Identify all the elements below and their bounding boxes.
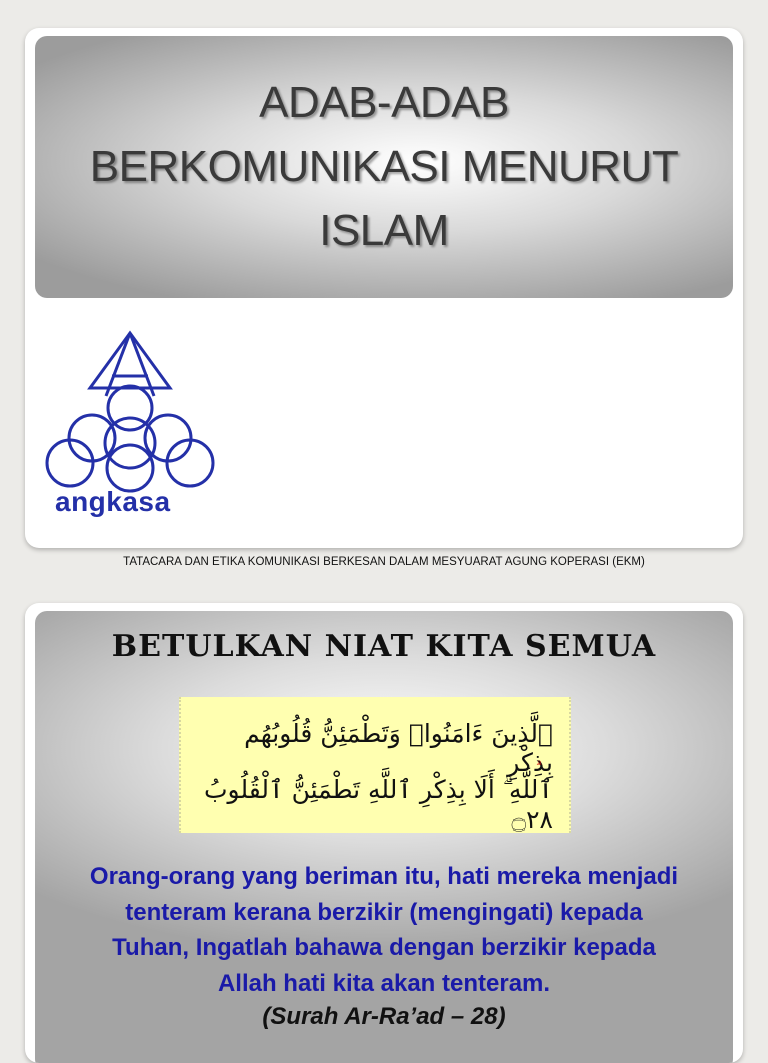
title-line-3: ISLAM <box>319 206 449 255</box>
translation-line-3: Tuhan, Ingatlah bahawa dengan berzikir kepada <box>112 934 656 961</box>
title-line-1: ADAB-ADAB <box>259 78 509 127</box>
title-line-2: BERKOMUNIKASI MENURUT <box>89 142 679 191</box>
caption-text: TATACARA DAN ETIKA KOMUNIKASI BERKESAN DALAM MESYUARAT AGUNG KOPERASI (EKM) <box>123 556 645 568</box>
title-panel <box>35 36 733 298</box>
slide-heading: BETULKAN NIAT KITA SEMUA <box>111 629 657 664</box>
translation-line-4: Allah hati kita akan tenteram. <box>217 969 551 997</box>
translation-line-1: Orang-orang yang beriman itu, hati mereka menjadi <box>89 863 679 890</box>
quran-verse-box <box>179 697 571 833</box>
logo-wordmark: angkasa <box>55 486 171 517</box>
slide-title-text <box>90 71 678 263</box>
translation-line-2: tenteram kerana berzikir (mengingati) kepada <box>125 898 643 926</box>
verse-reference: (Surah Ar-Ra’ad – 28) <box>262 1003 506 1030</box>
slide-intention <box>25 603 743 1063</box>
verse-line-1: ٱلَّذِينَ ءَامَنُوا۟ وَتَطْمَئِنُّ قُلُوبُهُم بِذِكْرِ <box>244 719 553 777</box>
verse-translation <box>25 859 743 1001</box>
verse-line-2: ٱللَّهِ ۗ أَلَا بِذِكْرِ ٱللَّهِ تَطْمَئِنُّ ٱلْقُلُوبُ ۝٢٨ <box>204 775 553 834</box>
slide-title <box>25 28 743 548</box>
